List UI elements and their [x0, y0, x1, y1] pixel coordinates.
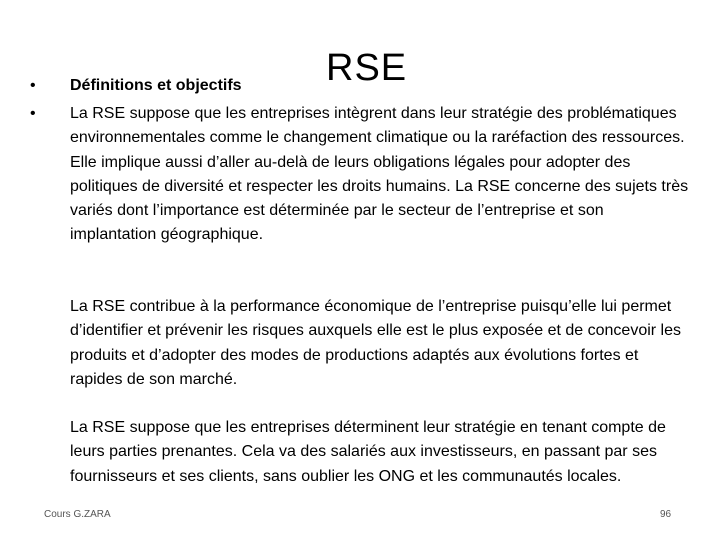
- paragraph-2: La RSE contribue à la performance économique de l’entreprise puisqu’elle lui permet d’identifier et prévenir les risques auxquels elle est le plus exposée et de concevoir les produits et d’adopter des modes de productions adaptés aux évolutions fortes et rapides de son marché.: [70, 298, 682, 388]
- paragraph-1: La RSE suppose que les entreprises intègrent dans leur stratégie des problématiques environnementales comme le changement climatique ou la raréfaction des ressources. Elle implique aussi d’aller au-delà de leurs obligations légales pour adopter des politiques de diversité et respecter les droits humains. La RSE concerne des sujets très variés dont l’importance est déterminée par le secteur de l’entreprise et son implantation géographique.: [70, 105, 689, 244]
- page-number: 96: [660, 509, 672, 520]
- footer-author: Cours G.ZARA: [44, 509, 111, 520]
- bullet-icon: •: [30, 105, 36, 122]
- paragraph-3: La RSE suppose que les entreprises déterminent leur stratégie en tenant compte de leurs parties prenantes. Cela va des salariés aux investisseurs, en passant par ses fournisseurs et ses clients, sans oublier les ONG et les communautés locales.: [70, 419, 666, 485]
- slide-title: RSE: [326, 47, 408, 89]
- bullet-icon: •: [30, 77, 36, 94]
- section-heading: Définitions et objectifs: [70, 77, 242, 94]
